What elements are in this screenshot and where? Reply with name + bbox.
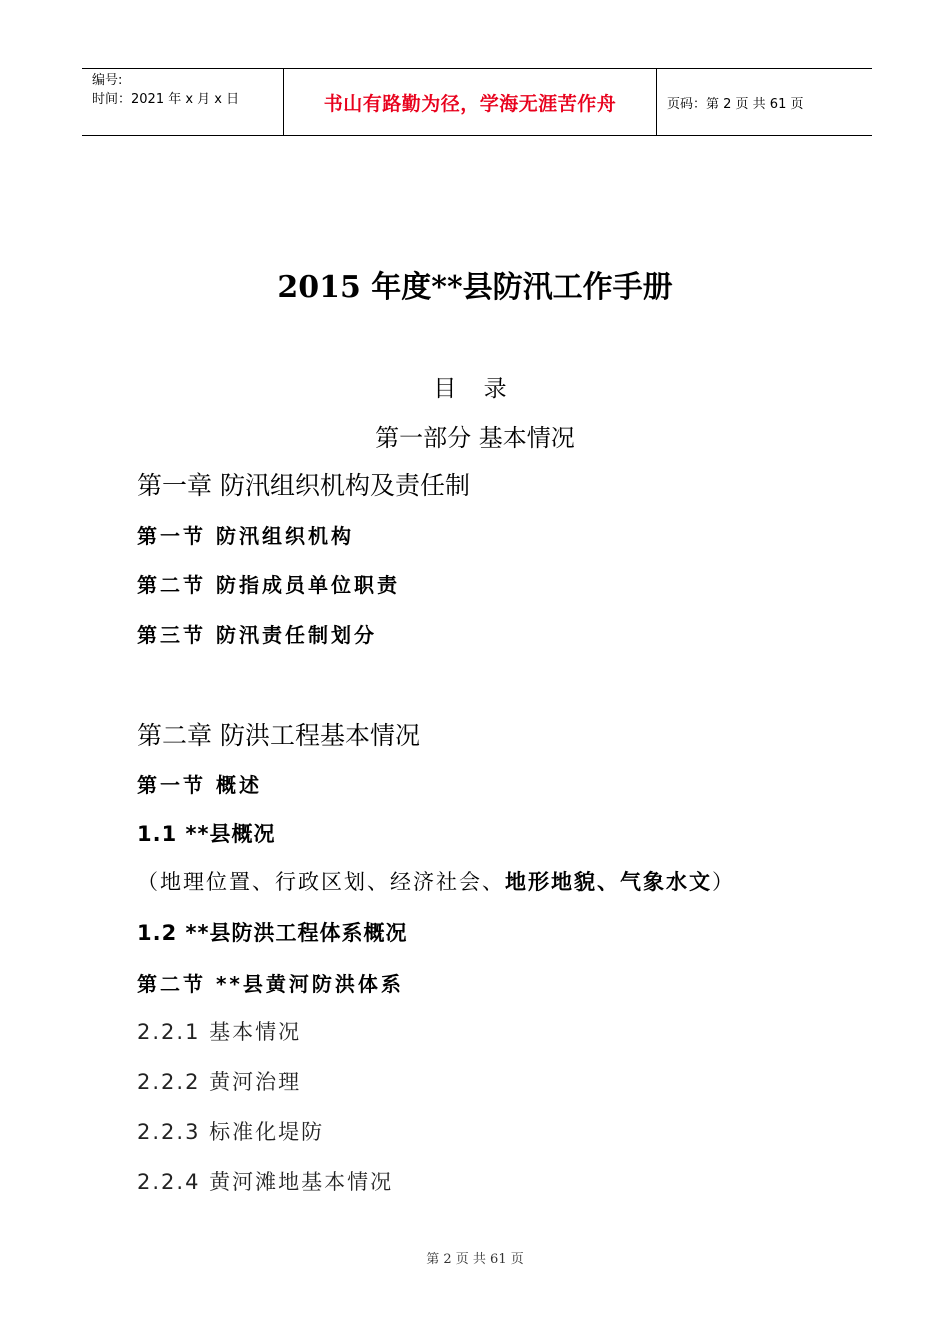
subsection-note	[137, 866, 735, 896]
page-header	[82, 68, 872, 136]
chapter-1-section-2: 第二节 防指成员单位职责	[137, 573, 400, 597]
chapter-1-section-1: 第一节 防汛组织机构	[137, 524, 354, 548]
chapter-1-section-3: 第三节 防汛责任制划分	[137, 623, 377, 647]
header-page-info: 页码：第 2 页 共 61 页	[667, 96, 804, 112]
subsection-1-1: 1.1 **县概况	[137, 822, 276, 846]
chapter-2-section-2: 第二节 **县黄河防洪体系	[137, 972, 404, 996]
note-end: ）	[712, 870, 735, 894]
toc-label: 目 录	[433, 376, 517, 402]
item-2-2-3: 2.2.3 标准化堤防	[137, 1120, 325, 1144]
header-motto: 书山有路勤为径，学海无涯苦作舟	[284, 69, 657, 135]
item-2-2-4: 2.2.4 黄河滩地基本情况	[137, 1170, 394, 1194]
note-plain: （地理位置、行政区划、经济社会、	[137, 870, 505, 894]
chapter-1-title: 第一章 防汛组织机构及责任制	[137, 471, 470, 500]
page-footer: 第 2 页 共 61 页	[426, 1252, 524, 1267]
part-title: 第一部分 基本情况	[375, 424, 575, 452]
time-label: 时间：2021 年 x 月 x 日	[92, 92, 240, 107]
chapter-2-section-1: 第一节 概述	[137, 773, 262, 797]
number-label: 编号:	[92, 73, 123, 88]
header-meta	[82, 69, 284, 135]
item-2-2-1: 2.2.1 基本情况	[137, 1020, 302, 1044]
subsection-1-2: 1.2 **县防洪工程体系概况	[137, 921, 408, 945]
item-2-2-2: 2.2.2 黄河治理	[137, 1070, 302, 1094]
chapter-2-title: 第二章 防洪工程基本情况	[137, 721, 420, 750]
note-bold: 地形地貌、气象水文	[505, 870, 712, 894]
document-title: 2015 年度**县防汛工作手册	[277, 270, 673, 305]
